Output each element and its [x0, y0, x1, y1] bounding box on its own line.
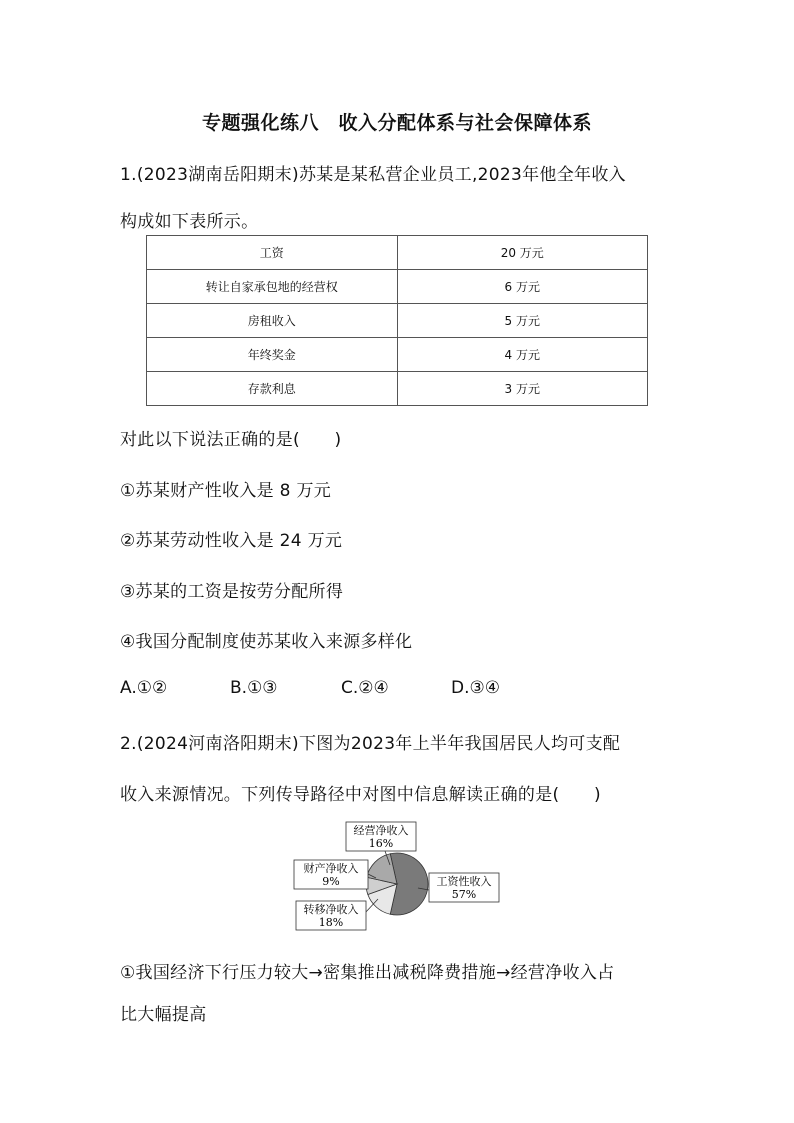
- table-cell-amount: 6 万元: [397, 270, 648, 304]
- q1-stem-line1: 1.(2023湖南岳阳期末)苏某是某私营企业员工,2023年他全年收入: [120, 165, 626, 185]
- table-cell-amount: 4 万元: [397, 338, 648, 372]
- table-cell-item: 房租收入: [147, 304, 398, 338]
- table-cell-item: 存款利息: [147, 372, 398, 406]
- q2-statement-1-line2: 比大幅提高: [120, 1005, 207, 1025]
- pie-label-wage-pct: 57%: [451, 888, 477, 901]
- option-a[interactable]: A.①②: [120, 678, 168, 698]
- table-cell-item: 工资: [147, 236, 398, 270]
- q2-stem-line1: 2.(2024河南洛阳期末)下图为2023年上半年我国居民人均可支配: [120, 734, 621, 754]
- pie-label-business-pct: 16%: [368, 837, 394, 850]
- option-d[interactable]: D.③④: [451, 678, 500, 698]
- income-table: [146, 235, 648, 406]
- table-row: [147, 236, 648, 270]
- q1-statement-2: ②苏某劳动性收入是 24 万元: [120, 531, 343, 551]
- table-cell-item: 年终奖金: [147, 338, 398, 372]
- q1-statement-3: ③苏某的工资是按劳分配所得: [120, 582, 344, 602]
- pie-label-property-pct: 9%: [322, 875, 340, 888]
- q2-statement-1-line1: ①我国经济下行压力较大→密集推出减税降费措施→经营净收入占: [120, 963, 615, 983]
- pie-label-wage-name: 工资性收入: [436, 875, 492, 888]
- table-row: [147, 304, 648, 338]
- pie-label-property-name: 财产净收入: [303, 862, 359, 875]
- pie-label-transfer-pct: 18%: [318, 916, 344, 929]
- page-title: 专题强化练八 收入分配体系与社会保障体系: [201, 112, 592, 134]
- q1-question: 对此以下说法正确的是( ): [120, 430, 342, 450]
- table-cell-item: 转让自家承包地的经营权: [147, 270, 398, 304]
- table-row: [147, 270, 648, 304]
- table-cell-amount: 3 万元: [397, 372, 648, 406]
- pie-label-business-name: 经营净收入: [353, 824, 409, 837]
- q1-statement-1: ①苏某财产性收入是 8 万元: [120, 481, 332, 501]
- q1-stem-line2: 构成如下表所示。: [120, 212, 259, 232]
- option-b[interactable]: B.①③: [230, 678, 278, 698]
- table-row: [147, 338, 648, 372]
- table-row: [147, 372, 648, 406]
- option-c[interactable]: C.②④: [341, 678, 389, 698]
- table-cell-amount: 20 万元: [397, 236, 648, 270]
- q2-stem-line2: 收入来源情况。下列传导路径中对图中信息解读正确的是( ): [120, 785, 601, 805]
- pie-label-transfer-name: 转移净收入: [303, 903, 359, 916]
- table-cell-amount: 5 万元: [397, 304, 648, 338]
- q1-statement-4: ④我国分配制度使苏某收入来源多样化: [120, 632, 413, 652]
- income-source-pie-chart: [290, 818, 510, 934]
